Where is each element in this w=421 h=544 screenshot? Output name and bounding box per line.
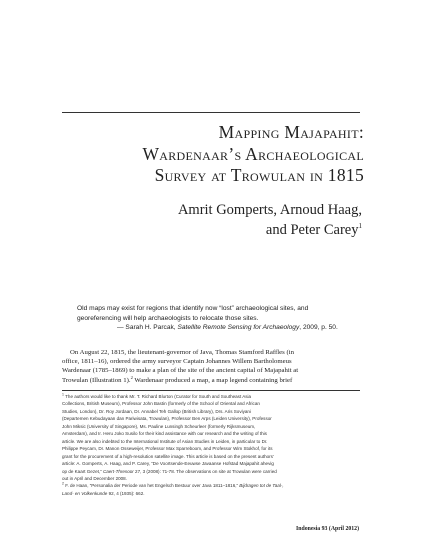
title-line: Survey at Trowulan in 1815 (154, 165, 364, 185)
title-line: Wardenaar’s Archaeological (142, 143, 364, 164)
title-line: Mapping Majapahit: (218, 122, 364, 142)
footnote-journal: Land- en Volkenkunde (62, 490, 108, 496)
attribution-suffix: , 2009, p. 50. (299, 324, 338, 332)
footnote-text: 92, 4 (1935): 662. (107, 490, 145, 496)
footnote-line: Philippe Peycam, Dr. Manon Osseweijer, Professor Max Sparreboom, and Professor Wim Stokhof, for its (62, 446, 273, 452)
footnote-line: Studies, London), Dr. Roy Jordaan, Dr. Annabel Teh Gallop (British Library), Drs. Aris Soviyani (62, 408, 251, 414)
footnote-line (62, 482, 360, 489)
footnote-text: The authors would like to thank Mr. T. Richard Blurton (Curator for South and Southeast Asia (63, 394, 252, 399)
footnote-line: grant for the procurement of a high-resolution satellite image. This article is based on the present authors’ (62, 453, 274, 459)
footnote-marker[interactable]: 2 (130, 374, 133, 380)
body-line: Wardenaar (1785–1869) to make a plan of the site of the ancient capital of Majapahit at (62, 367, 299, 375)
page-folio: Indonesia 93 (April 2012) (296, 526, 359, 532)
body-text-run: Trowulan (Illustration 1). (62, 376, 131, 384)
footnote-line: Collections, British Museum), Professor John Bastin (formerly of the School of Oriental and African (62, 401, 260, 407)
title-rule (62, 112, 360, 113)
footnote-line: John Miksic (University of Singapore), Ms. Pauline Lunsingh Scheurleer (formerly Rijksmuseum, (62, 423, 256, 429)
epigraph-attribution (77, 323, 359, 333)
footnote-marker[interactable]: 1 (358, 222, 362, 231)
footnote-rule (62, 390, 360, 391)
footnote-line: article. We are also indebted to the International Institute of Asian Studies in Leiden, in particular to Dr. (62, 438, 268, 444)
footnote-line: out in April and December 2008. (62, 475, 127, 481)
epigraph-line: georeferencing will help archaeologists to relocate those sites. (77, 314, 259, 322)
article-title (40, 122, 364, 187)
footnote-line (62, 490, 360, 497)
body-line (62, 376, 360, 385)
footnote-line: (Departemen Kebudayaan dan Pariwisata, Trowulan), Professor Ben Arps (Leiden University), Professor (62, 416, 272, 422)
attribution-prefix: — Sarah H. Parcak, (117, 324, 178, 332)
epigraph (77, 304, 359, 333)
footnotes (62, 393, 360, 497)
footnote-line (62, 393, 360, 400)
epigraph-line: Old maps may exist for regions that identify now “lost” archaeological sites, and (77, 305, 309, 312)
footnote-number: 1 (62, 392, 64, 397)
body-line: office, 1811–16), ordered the army surveyor Captain Johannes Willem Bartholomeus (62, 358, 292, 366)
footnote-journal: Caert-Thresoor (102, 468, 134, 474)
footnote-number: 2 (62, 481, 64, 486)
body-text-run: Wardenaar produced a map, a map legend containing brief (132, 376, 293, 384)
footnote-text: 27, 3 (2008): 71-78. The observations on site at Trowulan were carried (133, 468, 277, 474)
article-authors (80, 200, 362, 240)
attribution-source: Satellite Remote Sensing for Archaeology (177, 324, 300, 332)
authors-line: Amrit Gomperts, Arnoud Haag, (177, 202, 362, 218)
body-paragraph (62, 348, 360, 385)
authors-line-text: and Peter Carey (265, 222, 359, 238)
footnote-text: op de Kaart Gezet,” (62, 468, 103, 474)
authors-line (80, 220, 362, 240)
footnote-text: F. de Haan, “Personalia der Periode van het Engelsch Bestuur over Java 1811–1816,” (63, 483, 240, 489)
footnote-line (62, 468, 360, 475)
footnote-line: article: A. Gomperts, A. Haag, and P. Carey, “De Voortsende-Eeuwse Javaanse Hofstad Majapahit ahevig (62, 461, 274, 467)
footnote-line: Amsterdam), and Ir. Heru Joko Susilo for their kind assistance with our research and the writing of this (62, 431, 267, 437)
body-line: On August 22, 1815, the lieutenant-governor of Java, Thomas Stamford Raffles (in (70, 349, 294, 356)
footnote-journal: Bijdragen tot de Taal-, (239, 483, 284, 489)
